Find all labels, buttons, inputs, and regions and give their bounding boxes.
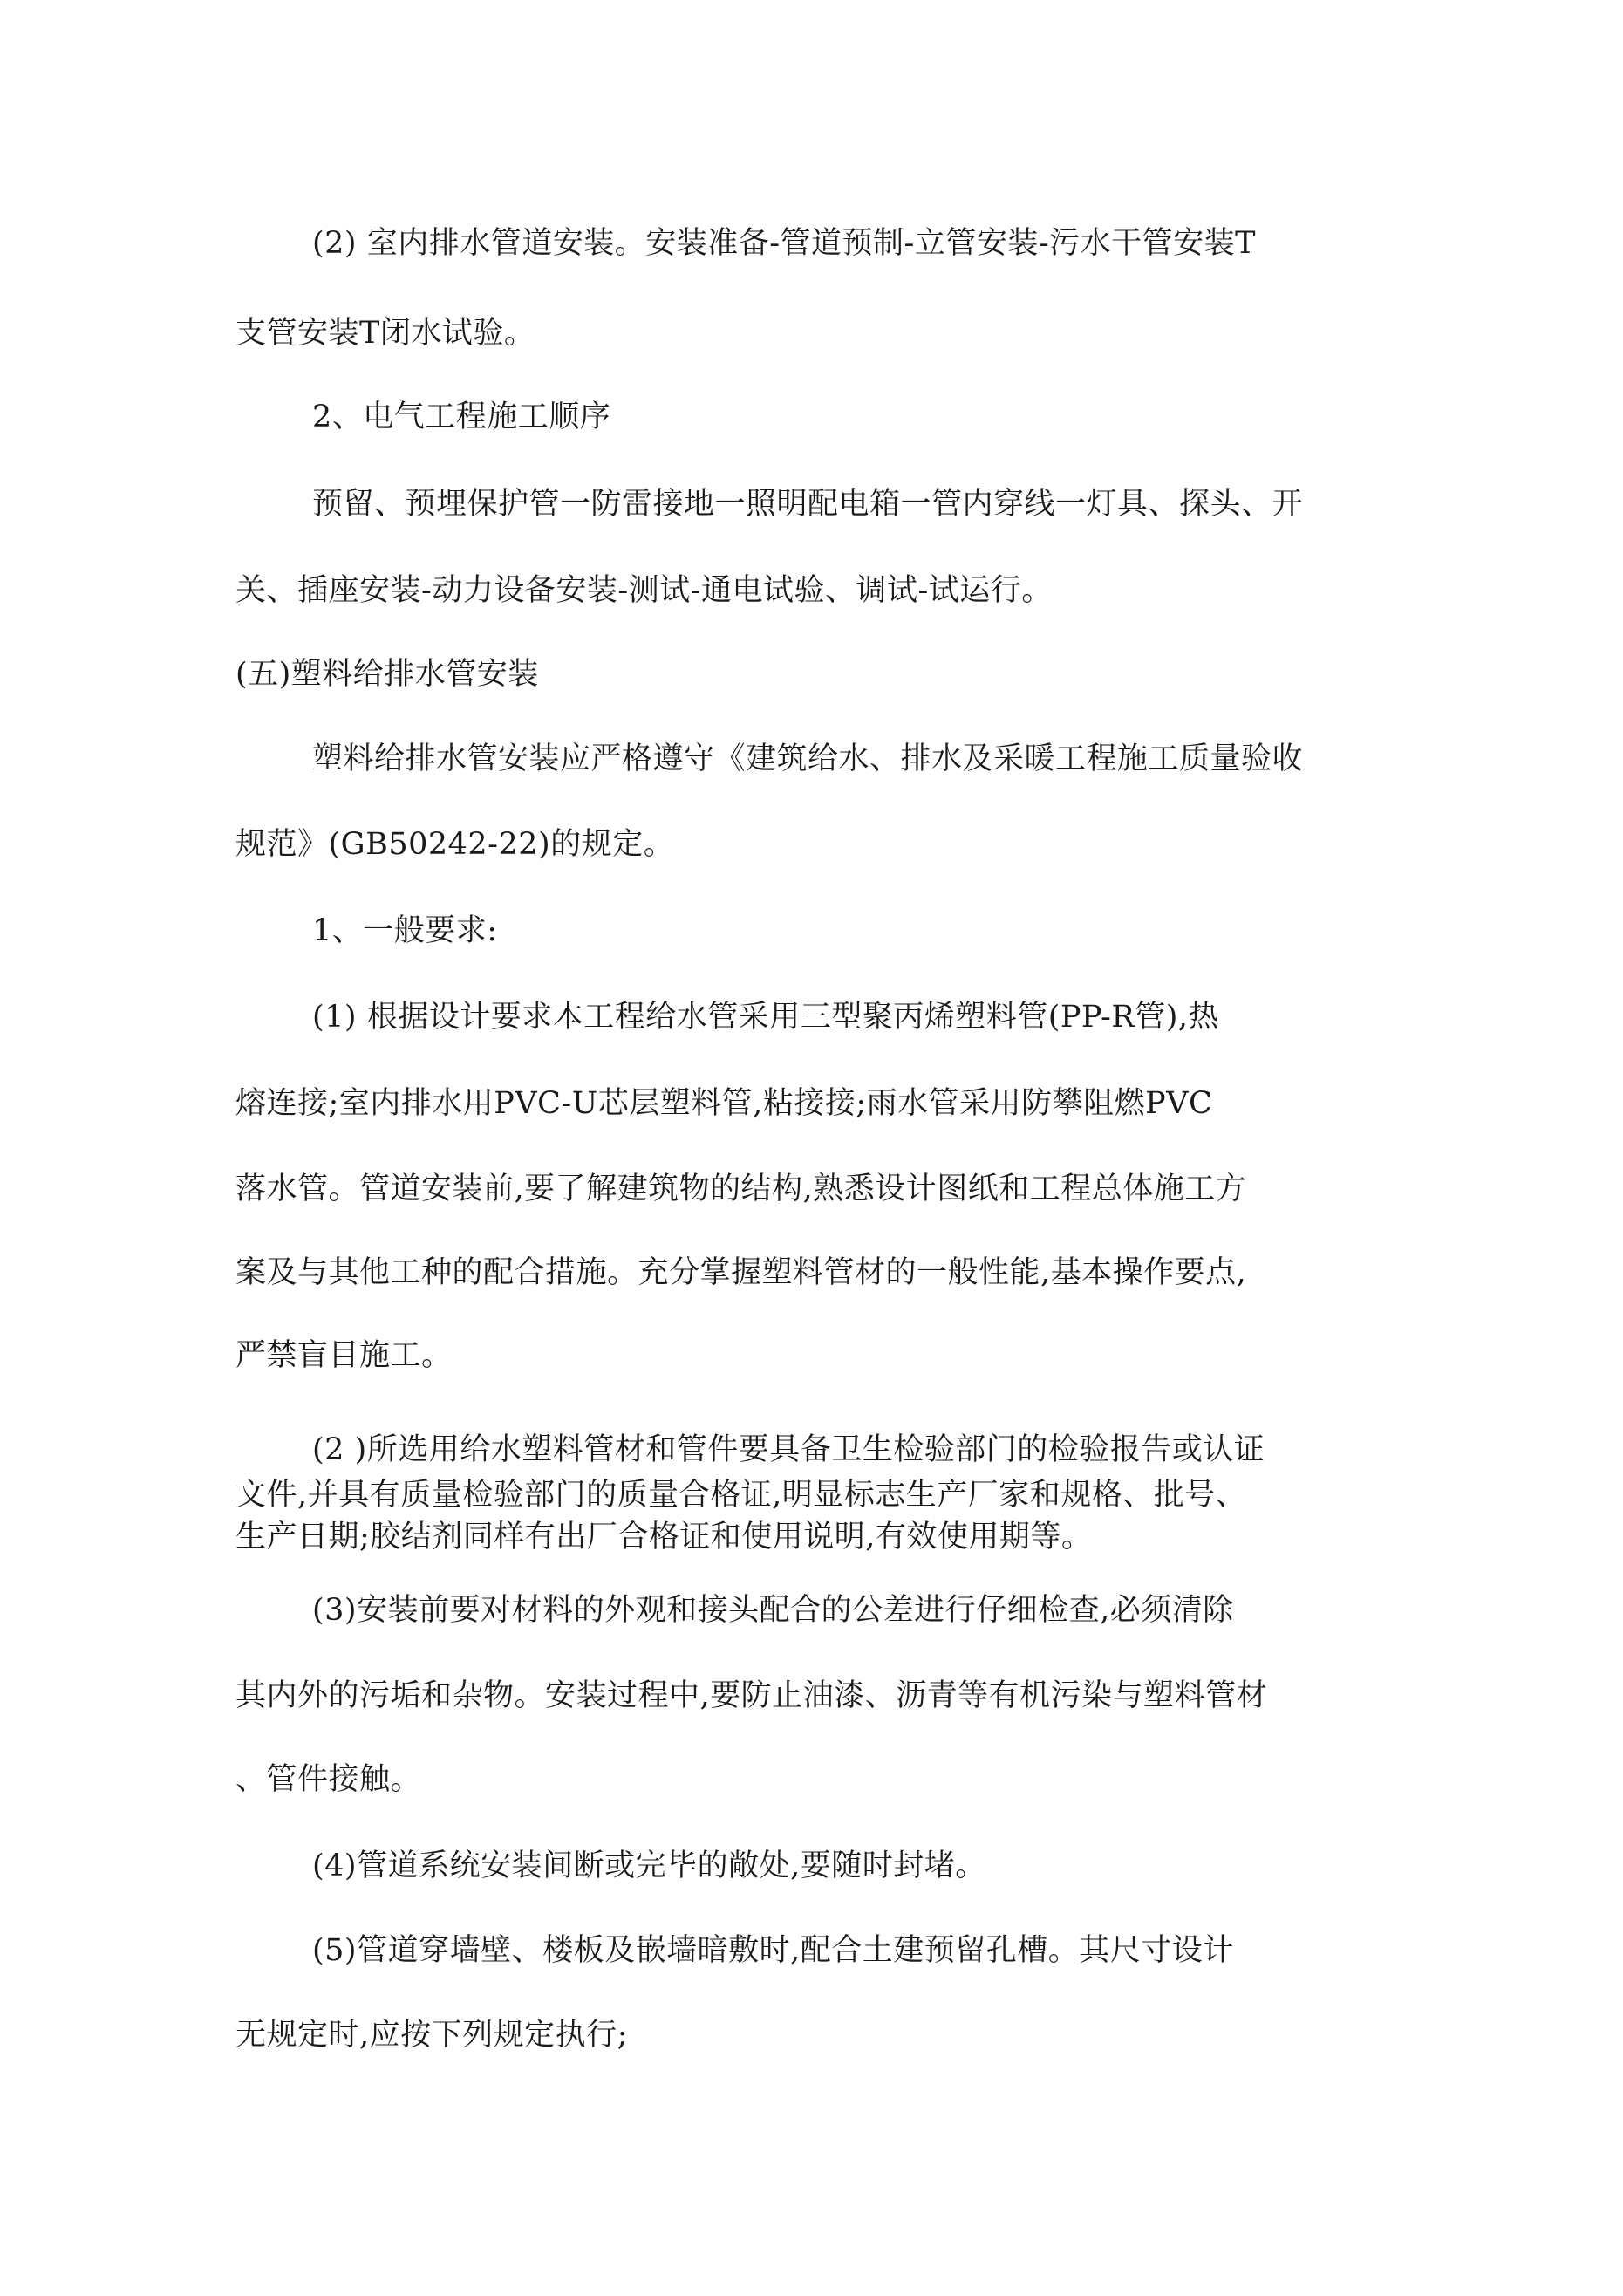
paragraph-line: (2) 室内排水管道安装。安装准备-管道预制-立管安装-污水干管安装T: [312, 226, 1257, 261]
paragraph-line: (5)管道穿墙壁、楼板及嵌墙暗敷时,配合土建预留孔槽。其尺寸设计: [312, 1933, 1234, 1968]
paragraph-line: 严禁盲目施工。: [235, 1338, 453, 1373]
paragraph-line: (1) 根据设计要求本工程给水管采用三型聚丙烯塑料管(PP-R管),热: [312, 1000, 1220, 1035]
paragraph-line: 案及与其他工种的配合措施。充分掌握塑料管材的一般性能,基本操作要点,: [235, 1255, 1247, 1290]
paragraph-line: 熔连接;室内排水用PVC-U芯层塑料管,粘接接;雨水管采用防攀阻燃PVC: [235, 1086, 1213, 1121]
paragraph-line: 无规定时,应按下列规定执行;: [235, 2018, 628, 2053]
paragraph-line: 预留、预埋保护管一防雷接地一照明配电箱一管内穿线一灯具、探头、开: [312, 487, 1304, 522]
paragraph-line: 其内外的污垢和杂物。安装过程中,要防止油漆、沥青等有机污染与塑料管材: [235, 1678, 1268, 1713]
paragraph-line: 落水管。管道安装前,要了解建筑物的结构,熟悉设计图纸和工程总体施工方: [235, 1172, 1247, 1206]
paragraph-line: (3)安装前要对材料的外观和接头配合的公差进行仔细检查,必须清除: [312, 1593, 1234, 1628]
paragraph-line: 关、插座安装-动力设备安装-测试-通电试验、调试-试运行。: [235, 573, 1053, 608]
paragraph-line: 生产日期;胶结剂同样有出厂合格证和使用说明,有效使用期等。: [235, 1520, 1093, 1555]
section-heading: 2、电气工程施工顺序: [312, 400, 611, 434]
paragraph-line: 支管安装T闭水试验。: [235, 316, 535, 351]
paragraph-line: (4)管道系统安装间断或完毕的敞处,要随时封堵。: [312, 1848, 986, 1883]
paragraph-line: 文件,并具有质量检验部门的质量合格证,明显标志生产厂家和规格、批号、: [235, 1478, 1247, 1513]
section-heading: (五)塑料给排水管安装: [235, 657, 539, 692]
paragraph-line: 、管件接触。: [235, 1762, 422, 1797]
section-heading: 1、一般要求:: [312, 913, 498, 948]
paragraph-line: (2 )所选用给水塑料管材和管件要具备卫生检验部门的检验报告或认证: [312, 1432, 1265, 1467]
paragraph-line: 塑料给排水管安装应严格遵守《建筑给水、排水及采暖工程施工质量验收: [312, 741, 1304, 776]
paragraph-line: 规范》(GB50242-22)的规定。: [235, 827, 675, 862]
